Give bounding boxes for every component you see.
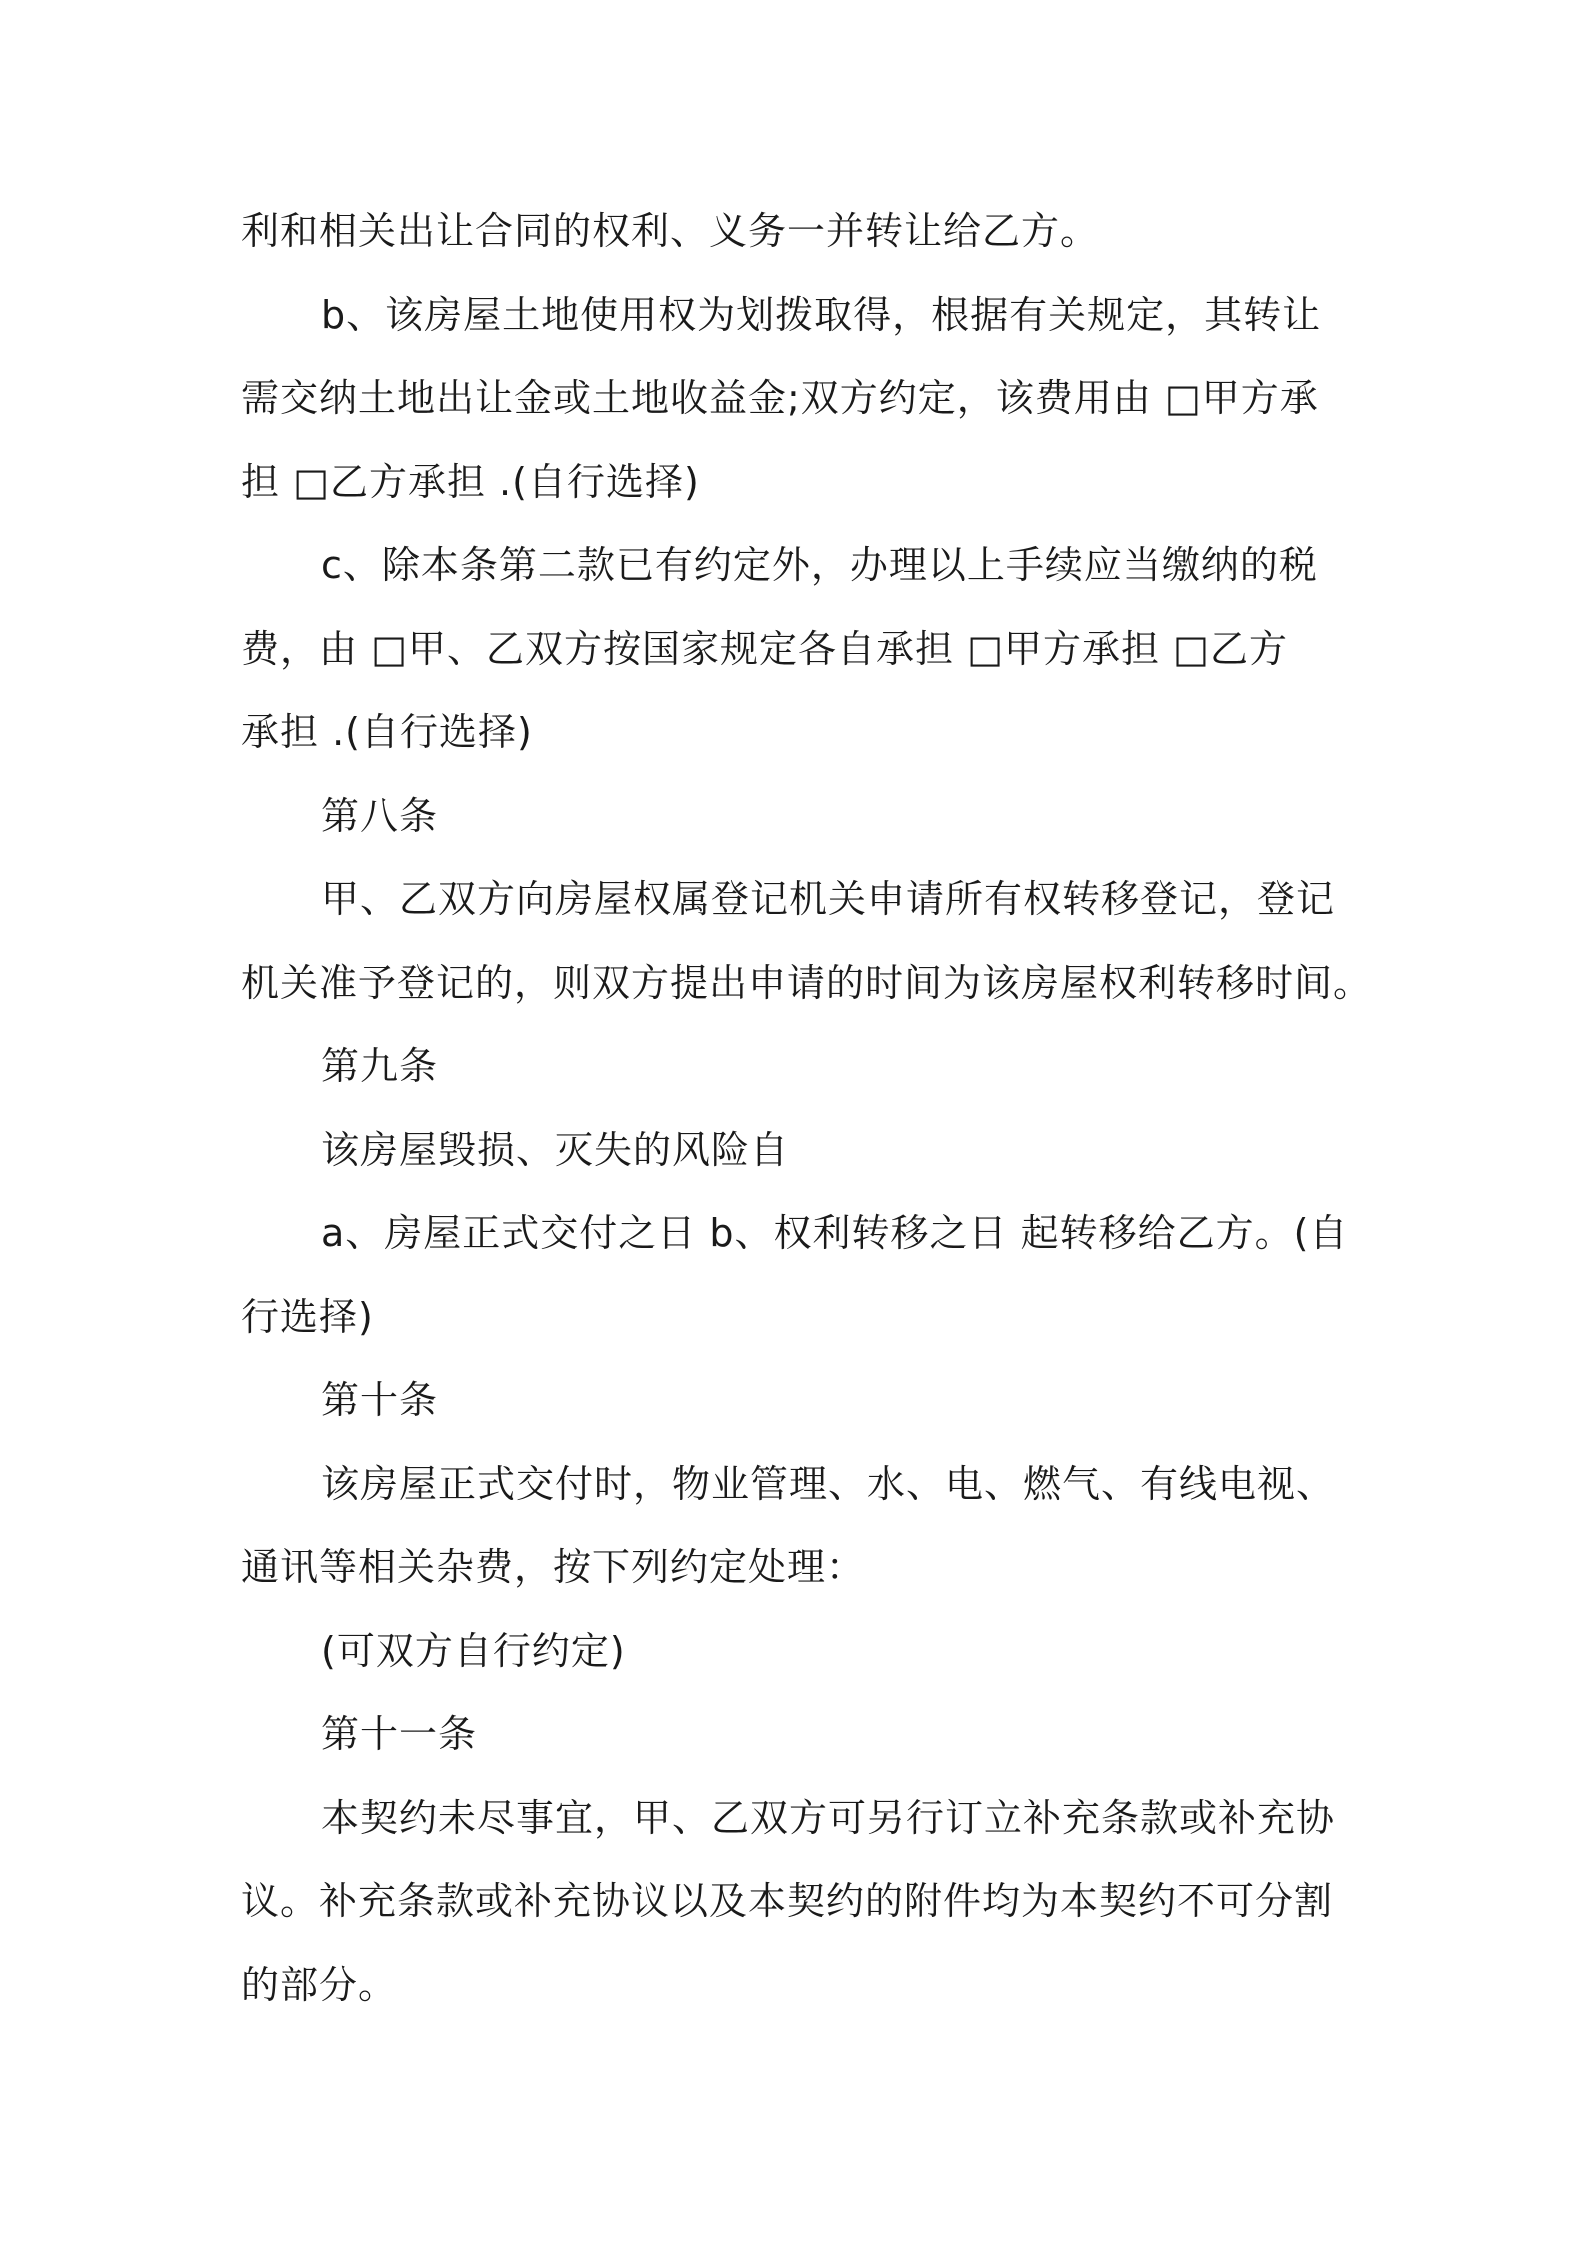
text-line: 通讯等相关杂费，按下列约定处理： bbox=[241, 1545, 866, 1589]
text-line: 该房屋毁损、灭失的风险自 bbox=[321, 1127, 790, 1172]
text-line: 利和相关出让合同的权利、义务一并转让给乙方。 bbox=[241, 209, 1100, 253]
text-line: 本契约未尽事宜，甲、乙双方可另行订立补充条款或补充协 bbox=[321, 1795, 1336, 1840]
text-line: 议。补充条款或补充协议以及本契约的附件均为本契约不可分割 bbox=[241, 1879, 1334, 1923]
text-line: 的部分。 bbox=[241, 1962, 398, 2007]
text-line: 甲、乙双方向房屋权属登记机关申请所有权转移登记，登记 bbox=[321, 877, 1336, 921]
text-line: 担 □乙方承担 .(自行选择) bbox=[241, 459, 700, 504]
article-heading: 第八条 bbox=[321, 793, 439, 838]
article-heading: 第十条 bbox=[321, 1378, 439, 1422]
text-line: 行选择) bbox=[241, 1294, 374, 1339]
text-line: 费，由 □甲、乙双方按国家规定各自承担 □甲方承担 □乙方 bbox=[241, 626, 1288, 671]
text-line: c、除本条第二款已有约定外，办理以上手续应当缴纳的税 bbox=[321, 543, 1318, 587]
text-line: 需交纳土地出让金或土地收益金;双方约定，该费用由 □甲方承 bbox=[241, 376, 1319, 420]
article-heading: 第九条 bbox=[321, 1044, 439, 1088]
text-line: a、房屋正式交付之日 b、权利转移之日 起转移给乙方。(自 bbox=[321, 1211, 1349, 1255]
article-heading: 第十一条 bbox=[321, 1712, 478, 1756]
text-line: (可双方自行约定) bbox=[321, 1628, 626, 1673]
text-line: 承担 .(自行选择) bbox=[241, 710, 533, 754]
document-page bbox=[241, 190, 1373, 2027]
text-line: 机关准予登记的，则双方提出申请的时间为该房屋权利转移时间。 bbox=[241, 960, 1373, 1005]
text-line: 该房屋正式交付时，物业管理、水、电、燃气、有线电视、 bbox=[321, 1461, 1336, 1506]
text-line: b、该房屋土地使用权为划拨取得，根据有关规定，其转让 bbox=[321, 292, 1322, 337]
